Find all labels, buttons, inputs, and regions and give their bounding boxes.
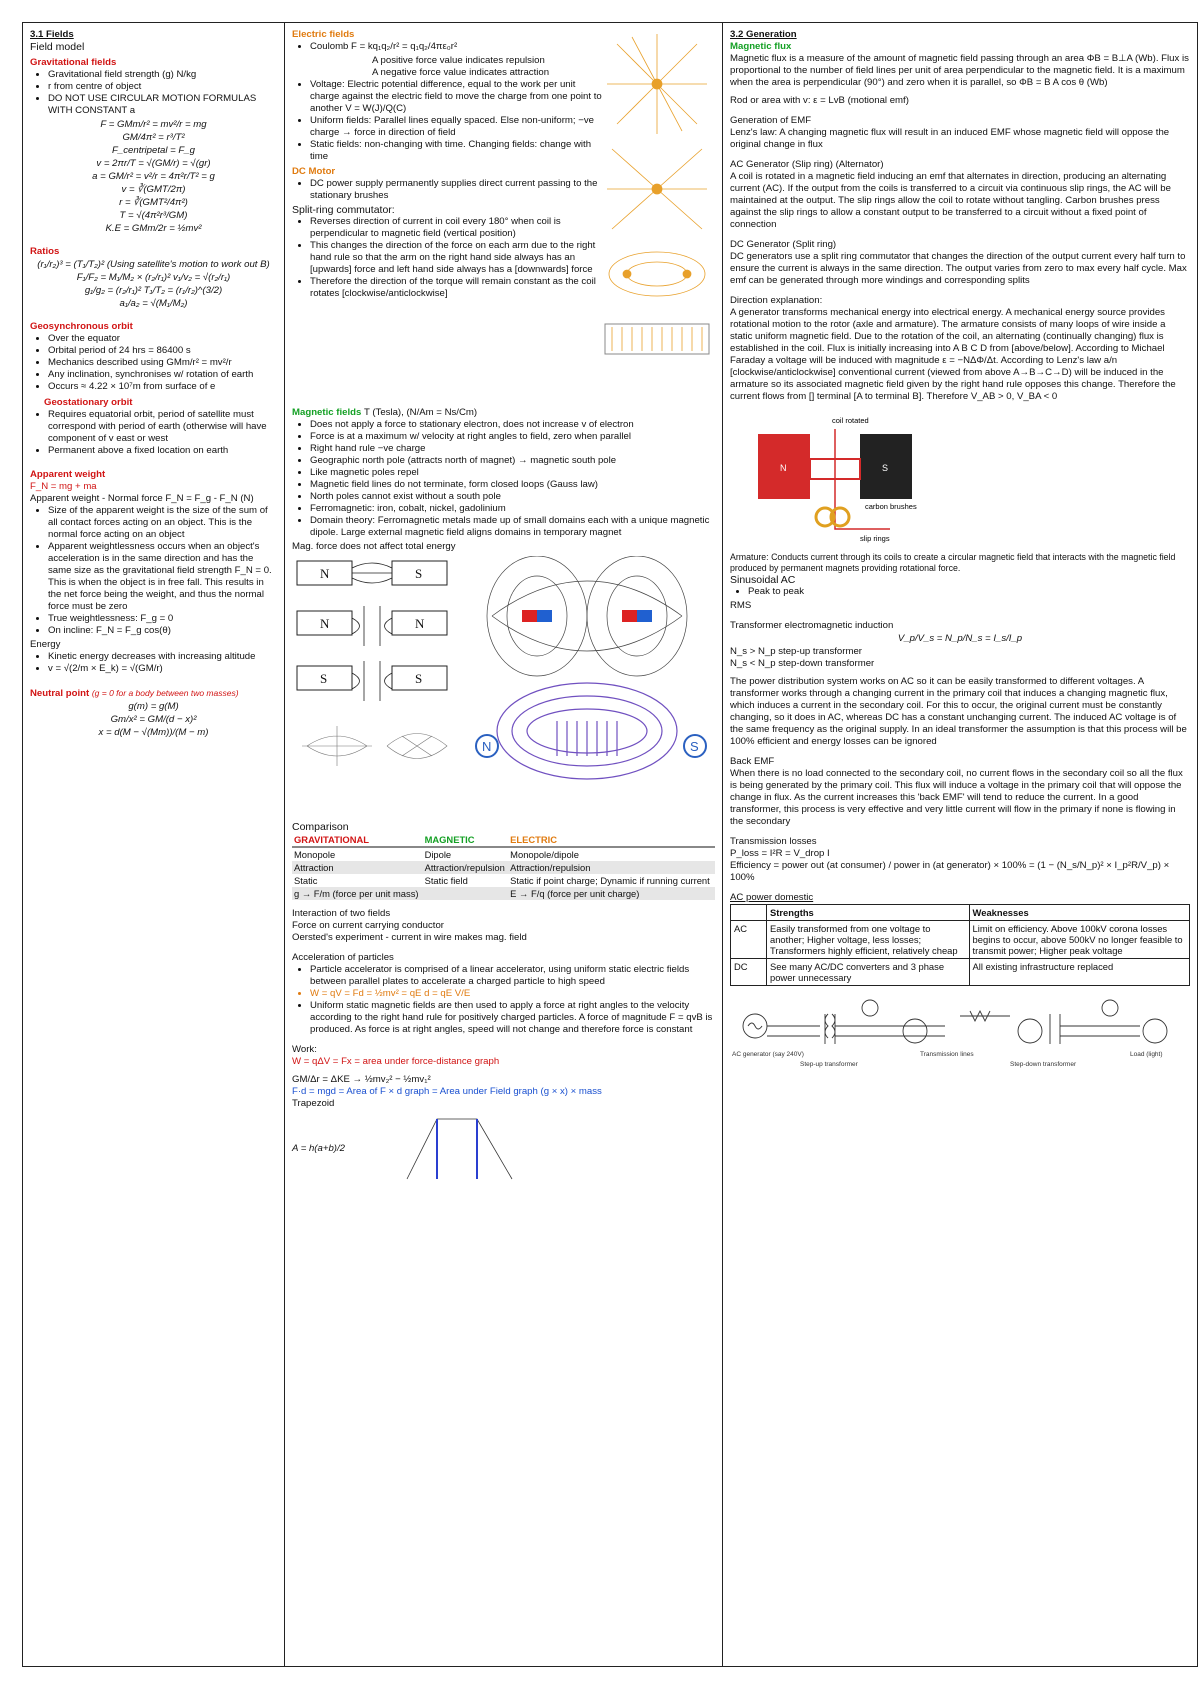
flux-text: Magnetic flux is a measure of the amount of magnetic field passing through an area ΦB = B⊥A (Wb). Flux is proportional to the number of field lines per unit of area perpendicular to the magnetic field. It is a maximum when the area is perpendicular (90°) and zero when it is parallel, so ΦB = B A cos θ (Wb) [730,53,1189,88]
list-item: • Permanent above a fixed location on earth [48,445,277,457]
interaction-line: Force on current carrying conductor [292,920,444,931]
list-item: • Static fields: non-changing with time. Changing fields: change with time [310,139,602,163]
elec-note: A negative force value indicates attraction [372,67,550,78]
back-emf-text: When there is no load connected to the secondary coil, no current flows in the secondary coil so all the flux is being generated by the primary coil. This flux will induce a voltage in the primary coil that will oppose the change in flux. As the current increases this 'back EMF' will tend to reduce the current. In a good transformer, this process is very effective and very little current will flow in the primary if none is flowing in the secondary [730,768,1183,827]
table-cell: Monopole [294,849,336,860]
list-item: • Magnetic field lines do not terminate, form closed loops (Gauss law) [310,479,715,491]
mag-list [292,419,715,539]
equation: F₁/F₂ = M₁/M₂ × (r₂/r₁)² v₁/v₂ = √(r₂/r₁) [76,272,231,283]
column-generation [723,23,1197,1666]
mag-force-line: Mag. force does not affect total energy [292,541,456,552]
apparent-eq: F_N = mg + ma [30,481,97,492]
table-cell: See many AC/DC converters and 3 phase power unnecessary [767,959,970,986]
mag-title: Magnetic fields [292,407,362,418]
dc-list [292,178,602,202]
geostat-list [30,409,277,457]
list-item: • Requires equatorial orbit, period of satellite must correspond with period of earth (otherwise will have component of v east or west [48,409,277,445]
list-item: • Uniform fields: Parallel lines equally spaced. Else non-uniform; −ve charge → force in direction of field [310,115,602,139]
accel-list [292,964,715,1036]
section-title: 3.2 Generation [730,29,797,40]
elec-list [292,41,602,53]
loss-heading: Transmission losses [730,836,817,847]
table-cell: E → F/q (force per unit charge) [508,887,715,900]
table-cell: Attraction/repulsion [423,861,509,874]
direction-heading: Direction explanation: [730,295,823,306]
magnet-label: N [320,566,330,581]
table-row [731,959,1190,986]
table-cell: Static field [424,875,468,886]
equation: r = ∛(GMT²/4π²) [119,197,188,208]
list-item: • Ferromagnetic: iron, cobalt, nickel, gadolinium [310,503,715,515]
rms-label: RMS [730,600,752,611]
acgen-heading: AC Generator (Slip ring) (Alternator) [730,159,884,170]
table-cell: Monopole/dipole [510,849,579,860]
equation: GM/4π² = r³/T² [122,132,185,143]
table-header: Weaknesses [969,905,1189,921]
table-cell: DC [731,959,767,986]
table-cell [423,887,509,900]
list-item: • This changes the direction of the force on each arm due to the right hand rule so that the arm on the right hand side always has an [upwards] force and left hand side always has a [downwards] force [310,240,602,276]
ac-domestic-heading: AC power domestic [730,892,814,903]
back-emf-heading: Back EMF [730,756,775,767]
emf-text: Lenz's law: A changing magnetic flux will result in an induced EMF whose magnetic field will oppose the original change in flux [730,127,1170,150]
magnet-label: N [320,616,330,631]
table-header: GRAVITATIONAL [292,833,423,847]
table-header: ELECTRIC [508,833,715,847]
magnet-label: N [415,616,425,631]
mag-unit: T (Tesla), (N/Am = Ns/Cm) [363,407,478,418]
equation: g(m) = g(M) [128,701,179,712]
list-item: • Gravitational field strength (g) N/kg [48,69,277,81]
table-row [292,887,715,900]
list-item: • Voltage: Electric potential difference, equal to the work per unit charge against the electric field to move the charge from one point to another V = W(J)/Q(C) [310,79,602,115]
work-heading: Work: [292,1044,317,1055]
acgen-text: A coil is rotated in a magnetic field inducing an emf that alternates in direction, producing an alternating current (AC). If the output from the coils is transferred to a circuit via continuous slip rings, the AC will be maintained at the output. The slip rings allow the coil to rotate without tangling. Carbon brushes press against the slip rings to allow a constant output to be transferred to a circuit without a fixed point of connection [730,171,1171,230]
apparent-list [30,505,277,637]
list-item: • Therefore the direction of the torque will remain constant as the coil rotates [clockwise/anticlockwise] [310,276,602,300]
equation: T = √(4π²r³/GM) [119,210,188,221]
magnet-label: S [415,671,423,686]
table-header [731,905,767,921]
work-eq-3: F·d = mgd = Area of F × d graph = Area under Field graph (g × x) × mass [292,1086,602,1097]
split-list [292,216,602,300]
list-item: • DC power supply permanently supplies direct current passing to the stationary brushes [310,178,602,202]
list-item: • DO NOT USE CIRCULAR MOTION FORMULAS WITH CONSTANT a [48,93,277,117]
magnet-label: S [415,566,423,581]
sinus-heading: Sinusoidal AC [730,574,796,586]
table-header: MAGNETIC [423,833,509,847]
elec-heading: Electric fields [292,29,355,40]
direction-text: A generator transforms mechanical energy into electrical energy. A mechanical energy source provides rotational motion to the rotor (axle and armature). The armature consists of many loops of wire inside a static uniform magnetic field. Due to the rotation of the coil, an alternating (continually changing) flux is established in the coil. Flux is initially increasing into A B C D from [above/below]. According to Michael Faraday a voltage will be induced with magnitude ε = −NΔΦ/Δt. According to Lenz's law a/n [clockwise/anticlockwise] conventional current (viewed from above A→B→C→D) will be induced in the armature so its associated magnetic field given by the right hand rule opposes this change. Therefore the current flows from [] terminal [A to terminal B]. Therefore V_AB > 0, V_BA < 0 [730,307,1176,402]
circuit-label: Step-up transformer [800,1061,858,1068]
gen-label: N [780,463,787,473]
table-row [292,874,715,887]
magnet-diagrams [292,556,716,821]
column-fields [23,23,285,1666]
circuit-label: AC generator (say 240V) [732,1051,804,1058]
list-item: • Over the equator [48,333,277,345]
transformer-eq: V_p/V_s = N_p/N_s = I_s/I_p [897,633,1023,644]
equation: a = GM/r² = v²/r = 4π²r/T² = g [92,171,215,182]
ratio-heading: Ratios [30,246,60,257]
work-eq-2: GM/Δr = ΔKE → ½mv₂² − ½mv₁² [292,1074,431,1085]
circuit-label: Step-down transformer [1010,1061,1077,1068]
table-cell: g → F/m (force per unit mass) [292,887,423,900]
field-model: Field model [30,41,85,53]
equation: F_centripetal = F_g [112,145,195,156]
transformer-text: The power distribution system works on AC so it can be easily transformed to different voltages. A transformer works through a changing current in the primary coil that induces a changing magnetic flux, which induces a current in the secondary coil. For this to occur, the original current must be constantly changing, so it does in AC, whereas DC has a constant unchanging current. The induced AC voltage is of the same frequency as the original supply. In an ideal transformer the assumption is that this process will be 100% efficient and energy losses can be ignored [730,676,1187,747]
interaction-heading: Interaction of two fields [292,908,391,919]
magnet-label: S [320,671,328,686]
split-heading: Split-ring commutator: [292,204,395,216]
circuit-label: Transmission lines [920,1051,974,1058]
elec-note: A positive force value indicates repulsion [372,55,545,66]
table-cell: Attraction [292,861,423,874]
grav-heading: Gravitational fields [30,57,117,68]
ac-dc-table [730,904,1190,986]
interaction-line: Oersted's experiment - current in wire makes mag. field [292,932,527,943]
list-item: • Mechanics described using GMm/r² = mv²/r [48,357,277,369]
list-item: • Occurs ≈ 4.22 × 10⁷m from surface of e [48,381,277,393]
comparison-table [292,833,715,900]
electric-field-diagram [602,29,712,399]
table-cell: All existing infrastructure replaced [969,959,1189,986]
list-item: • Kinetic energy decreases with increasing altitude [48,651,277,663]
gen-label: carbon brushes [865,502,917,511]
transmission-circuit [730,996,1190,1074]
list-item: • Uniform static magnetic fields are then used to apply a force at right angles to the velocity according to the right hand rule for positively charged particles. A force of magnitude F = qvB is produced. As force is at right angles, speed will not change and therefore force is constant [310,1000,715,1036]
table-cell: Limit on efficiency. Above 100kV corona losses begins to occur, above 500kV no longer feasible to transmit power; Higher peak voltage [969,921,1189,959]
list-item: • Right hand rule −ve charge [310,443,715,455]
column-fields-2 [285,23,723,1666]
geo-heading: Geosynchronous orbit [30,321,133,332]
equation: (r₁/r₂)³ = (T₁/T₂)² (Using satellite's motion to work out B) [37,259,270,270]
table-row [731,921,1190,959]
list-item: • Particle accelerator is comprised of a linear accelerator, using uniform static electric fields between parallel plates to accelerate a charged particle to high speed [310,964,715,988]
generator-diagram [740,409,940,549]
list-item: • Geographic north pole (attracts north of magnet) → magnetic south pole [310,455,715,467]
list-item: • Coulomb F = kq₁q₂/r² = q₁q₂/4πε₀r² [310,41,602,53]
pole-label: N [482,739,492,754]
equation: F = GMm/r² = mv²/r = mg [100,119,207,130]
mag-heading [292,407,715,419]
list-item: • True weightlessness: F_g = 0 [48,613,277,625]
table-cell: Dipole [424,849,452,860]
table-cell: Easily transformed from one voltage to another; Higher voltage, less losses; Transformers highly efficient, relatively cheap [767,921,970,959]
transformer-heading: Transformer electromagnetic induction [730,620,894,631]
list-item: • Size of the apparent weight is the size of the sum of all contact forces acting on an object. This is the normal force acting on an object [48,505,277,541]
dcgen-text: DC generators use a split ring commutator that changes the direction of the output current every half turn to ensure the current is always in the same direction. The output varies from zero to max every half cycle. Max emf can be generated through more windings and corresponding splits [730,251,1187,286]
armature-text: Armature: Conducts current through its coils to create a circular magnetic field that interacts with the magnetic field produced by permanent magnets providing rotational force. [730,552,1176,573]
gen-label: coil rotated [832,416,869,425]
emf-heading: Generation of EMF [730,115,812,126]
list-item: • North poles cannot exist without a south pole [310,491,715,503]
list-item: • Reverses direction of current in coil every 180° when coil is perpendicular to magnetic field (vertical position) [310,216,602,240]
work-eq: W = qΔV = Fx = area under force-distance graph [292,1056,500,1067]
list-item: • Peak to peak [748,586,1190,598]
step-down: N_s < N_p step-down transformer [730,658,875,669]
list-item: • Apparent weightlessness occurs when an object's acceleration is in the same direction and has the same size as the gravitational field strength F_N = 0. This is when the object is in free fall. This results in the net force being the weight, and thus the normal force must be zero [48,541,277,613]
neutral-title: Neutral point [30,688,90,699]
field-line-figures [602,29,712,404]
neutral-note: (g = 0 for a body between two masses) [91,688,239,698]
dcgen-heading: DC Generator (Split ring) [730,239,837,250]
apparent-heading: Apparent weight [30,469,106,480]
equation: v = 2πr/T = √(GM/r) = √(gr) [96,158,211,169]
table-cell: Static [294,875,318,886]
list-item: • Force is at a maximum w/ velocity at right angles to field, zero when parallel [310,431,715,443]
trapezoid-eq: A = h(a+b)/2 [292,1143,345,1154]
cheat-sheet [22,22,1198,1667]
list-item: • Like magnetic poles repel [310,467,715,479]
table-cell: AC [731,921,767,959]
list-item: • v = √(2/m × E_k) = √(GM/r) [48,663,277,675]
list-item: • r from centre of object [48,81,277,93]
apparent-line: Apparent weight - Normal force F_N = F_g - F_N (N) [30,493,254,504]
equation: x = d(M − √(Mm))/(M − m) [98,727,209,738]
comparison-heading: Comparison [292,821,349,833]
loss-eq: P_loss = I²R = V_drop I [730,848,830,859]
accel-heading: Acceleration of particles [292,952,394,963]
step-up: N_s > N_p step-up transformer [730,646,862,657]
table-header: Strengths [767,905,970,921]
list-item: • Any inclination, synchronises w/ rotation of earth [48,369,277,381]
energy-list [30,651,277,675]
table-row [292,861,715,874]
trapezoid-label: Trapezoid [292,1098,335,1109]
list-item: • Domain theory: Ferromagnetic metals made up of small domains each with a unique magnetic dipole. Large external magnetic field aligns domains in temporary magnet [310,515,715,539]
section-title: 3.1 Fields [30,29,74,40]
equation: K.E = GMm/2r = ½mv² [105,223,202,234]
flux-heading: Magnetic flux [730,41,792,52]
equation: g₁/g₂ = (r₂/r₁)² T₁/T₂ = (r₁/r₂)^(3/2) [84,285,223,296]
efficiency-eq: Efficiency = power out (at consumer) / power in (at generator) × 100% = (1 − (N_s/N_p)² × I_p²R/V_p) × 100% [730,860,1170,883]
list-item: • On incline: F_N = F_g cos(θ) [48,625,277,637]
energy-heading: Energy [30,639,61,650]
neutral-heading [30,687,277,700]
pole-label: S [690,739,699,754]
elec-list-2 [292,79,602,163]
trapezoid-diagram [402,1114,522,1184]
gen-label: slip rings [860,534,890,543]
dc-heading: DC Motor [292,166,336,177]
gen-label: S [882,463,889,473]
table-cell: Static if point charge; Dynamic if running current [510,875,710,886]
list-item: • W = qV = Fd = ½mv² = qE d = qE V/E [310,988,715,1000]
rod-line: Rod or area with v: ε = LvB (motional emf) [730,95,909,106]
grav-list [30,69,277,117]
sinus-list [730,586,1190,598]
equation: Gm/x² = GM/(d − x)² [110,714,197,725]
geostat-heading: Geostationary orbit [44,397,133,408]
table-cell: Attraction/repulsion [508,861,715,874]
circuit-label: Load (light) [1130,1051,1163,1058]
equation: v = ∛(GMT/2π) [121,184,186,195]
list-item: • Orbital period of 24 hrs = 86400 s [48,345,277,357]
list-item: • Does not apply a force to stationary electron, does not increase v of electron [310,419,715,431]
equation: a₁/a₂ = √(M₁/M₂) [119,298,188,309]
geo-list [30,333,277,393]
table-row [292,847,715,861]
